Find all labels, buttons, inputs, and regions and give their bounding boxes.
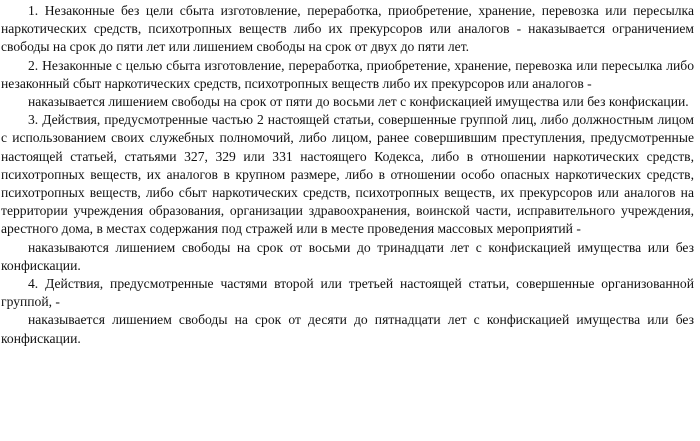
paragraph-part-4-sanction: наказывается лишением свободы на срок от десяти до пятнадцати лет с конфискацией имущества или без конфискации. [1,312,694,346]
paragraph-part-2: 2. Незаконные с целью сбыта изготовление, переработка, приобретение, хранение, перевозка или пересылка либо незаконный сбыт наркотических средств, психотропных веществ либо их прекурсоров или аналогов - [1,57,694,91]
paragraph-part-2-sanction: наказывается лишением свободы на срок от пяти до восьми лет с конфискацией имущества или без конфискации. [28,94,689,110]
paragraph-part-3: 3. Действия, предусмотренные частью 2 настоящей статьи, совершенные группой лиц, либо должностным лицом с использованием своих служебных полномочий, либо лицом, ранее совершившим преступления, предусмотренные настоящей статьей, статьями 327, 329 или 331 настоящего Кодекса, либо в отношении наркотических средств, психотропных веществ, их аналогов в крупном размере, либо в отношении особо опасных наркотических средств, психотропных веществ, либо сбыт наркотических средств, психотропных веществ, их прекурсоров или аналогов на территории учреждения образования, организации здравоохранения, воинской части, исправительного учреждения, арестного дома, в местах содержания под стражей или в месте проведения массовых мероприятий - [1,112,694,237]
paragraph-part-3-sanction: наказываются лишением свободы на срок от восьми до тринадцати лет с конфискацией имущества или без конфискации. [1,239,694,273]
paragraph-part-4: 4. Действия, предусмотренные частями второй или третьей настоящей статьи, совершенные организованной группой, - [1,276,694,310]
paragraph-part-1: 1. Незаконные без цели сбыта изготовление, переработка, приобретение, хранение, перевозка или пересылка наркотических средств, психотропных веществ либо их прекурсоров или аналогов - наказывается ограничением свободы на срок до пяти лет или лишением свободы на срок от двух до пяти лет. [1,3,694,55]
